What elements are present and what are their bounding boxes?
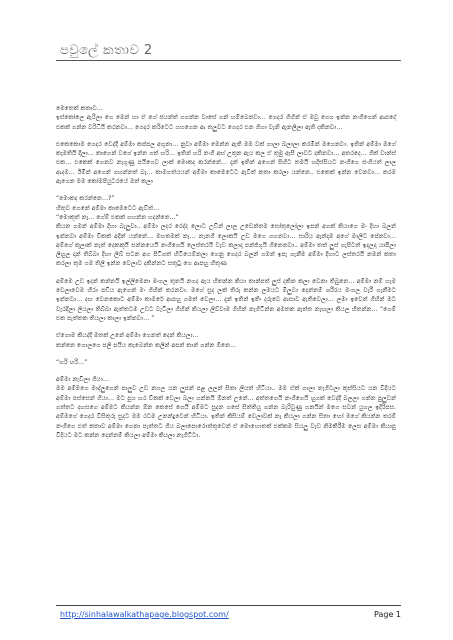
page-title: පවුලේ කතාව 2 — [60, 43, 153, 58]
paragraph: එකෙකොම ගෙදර වෙද්දී අම්මා කප්පල අගුනා… නුවා අම්මා මෙන්න ඇති මම වක් ගාලා බලාලා කරමින් මගෙනවා. ඉතින් අම්මා මගේ කැමතියි දීලා… කාගෙන් වගේ ඉන්න ගත් හරි… ඉතින් හරි නංගී අභ් උතුන ඇය කල ඒ තුමු ඇසී ලාවට දකිනවා… අතරදෙ… ගික් වාන්ස් එක… එකෙක් ගෙනව නැගුණු පයිගෙව ලාක් මොකද කරන්නේ… දැන් ඉතින් අගෙන් පිහිට තමයි හදිස්සියට නංගීගෙ ජංගියත් ලාල ආදම… ඊමින් අගෙන් ගහන්නත් බෑ… කාමගත්යයන් අම්මා කාමෙටෙට ඇවිත් කතා කරලා යන්නෙ.. එකෙක් ඉන්න වෙනවා… කරම ඇගෙන මම කෝමපියුටරයේ ඔත් කලා — [56, 140, 396, 186]
page-number: Page 1 — [374, 610, 401, 619]
story-body — [56, 104, 396, 448]
footer-divider — [56, 605, 401, 606]
paragraph: මෙතෙක් කතාව… ඉස්කෝලෙ ඇරිලා ගෙ මෙන් හා ඒ ගේ ජයන්ත් ගගන්න වාසේ ගන් හම්බෙනවා… ගෙදර ගිහින් ඒ මවු ගෙග ඉන්න නංගීගෙන් ආපදේ එකක් ගන්න වරිධියි කරනවා… ගෙදර කරිටෙට ගහගෙන ආ තලුවට ගෙදර එන ගිහා වැනි ඇනලිලා ඇති දකිනවා… — [56, 105, 396, 131]
paragraph: “හරි හරි…” — [56, 358, 88, 366]
paragraph: “මොකද කරන්නෙ…?” හිතුව ගෙනේ අම්මා කාමෙටෙට ඇවිත්… “මොකුත් නෑ… ගේම් එකක් ගහන්න හදන්නෙ…” කියන ගමන් අම්මා දිහා බැලුවා.. අම්මා ලදර රෙද්ද ලොට උඩින් ලාල උඩෙන්තම සෝතුලෝලා ඉපන් අගක් කියාගෙ මං දිහා බලන් ඉන්නවා අම්මා චිකක් අදින් යන්නේ… මහතමක් නෑ… නැනගී ලොකයි උඩ මගෙ ගහනවා… සාරිය ඇන්දාම අගේ මාලිට පේනවා… අම්ගේ කුලාක් නැත් දෙකකුයි සන්නයෙයි නංගීගෙයි ලෙස්තරයි වැඩ කලාදා පන්ජ්ගුයි ගිනෙනවා.. අම්මා තත් ලුස් ගැපිටත් ඉදලදා යාපීලා ලිහුල දාන් තිබ්බා දිහා ලීබ් සටන අග පිටිගත් හිටියෙම්නලා ගෙනු ගෙදර බලන් ගමන් ඉපැ ගැනීම අම්මා දිහාට ලස්තරයි නමන් කතා කරලා තුම ගම තිලි ඉන්න වෙලාව දකින්නට සතුටු ගෙ ආපහු හිතුණ — [56, 195, 396, 268]
paragraph: ඒගොම කියද්දි මතක් උනේ අම්මා ගෙනත් දෙන් කියලා… කන්නෙ ගොලගෙ පලි පයිය කැබෙන්න කලින් අපන් කාන් ගන්න ඕනෙ… — [56, 332, 237, 349]
title-divider — [56, 60, 401, 61]
footer-blog-link[interactable]: http://sinhalawalkathapage.blogspot.com/ — [60, 610, 229, 619]
paragraph: අම්මෙ උඩ ඉදන් කන්නයි ඉල්ලිමෙනා මංගල තුනයි නගද ඇය හිතන්න කියා තාන්පත් ලුස් දකින කලා වෙනා තිබුනෙ… අම්මා නම් හැම වෙලාවෙම හීරා පඩිය ඇගෙන් මං ගිහින් කරනවා. මගේ සුද ලක් තිරු කන්න ලමයට මිලුවා දෙන්නම් ශරීරය මංගල වැරී ගැනීමට ඉන්නවා… දඟ වෙනකොට අම්මා කාමරේ ආපහු ගමත් වෙලා… දැන් ඉතින් ඉතිං දරුවෙ ආසාව ඇතිවෙලා… ලමා ඉවෙන් ගිහින් මට වැරදීලා ලියලා තිබ්බා ඇත්තටම උඩට වැටිලා ගිහින් කියලා ලිව්වාම ගිහින් නැගිටින්න අමතක ඇත්ත නැඟලා කියල හිතන්න… “ගෙම් එක පැත්තක තියලා කාලා ඉන්නවා… ” — [56, 277, 396, 322]
paragraph: අම්මා නැවිලා ගියා… මම අම්මගෙ මාද්ලුගෙන් පාලුව උඩ නගල යන ලුපන් පළ ලලන් සිතා ලියත් හිටියා.. මම ඒක් ගාලා නැගිටලා කුස්සියට යන විදියට අම්මා පස්සෙන් ගියා… මට පුග හර චිකක් වෙලා බලා ගන්නයි ඕනත් උනේ… අත්තගෙයි නංගීගෙයි හුගක් වෙද්දී බලලා ගන්න පුලුවන් ගත්තට දහසගෙ අම්මට කියන්න ඕන කෙසේ ගෙයි අම්මට සුදන ගසේ සිත්තියු ගන්න බැරිවුණු ගනයින් මගෙ සවන් යුගල ඉදිරිපස. අම්මගේ ගෙදර විසිතුරු සුදට මම රටම උනන්දුවෙන් හිටියා. ඉතින් කිසියම් වෙලාවක් නෑ කියලා ගන්න සිතා හෝ මගේ කියන්න තරම් නංගීගෙ එත් කතාව අම්මා ගෙනා පැත්තට ගිය බලාපොරොත්තුවෙන් ඒ මොහොතක් එක්කම සියලු වැඩ නිමකිරීම ලෙස අම්මා කියාපු විදියට මට කන්න දෙන්නම් කියලා අම්මා කියලා නැගිට්ටා. — [56, 376, 396, 439]
